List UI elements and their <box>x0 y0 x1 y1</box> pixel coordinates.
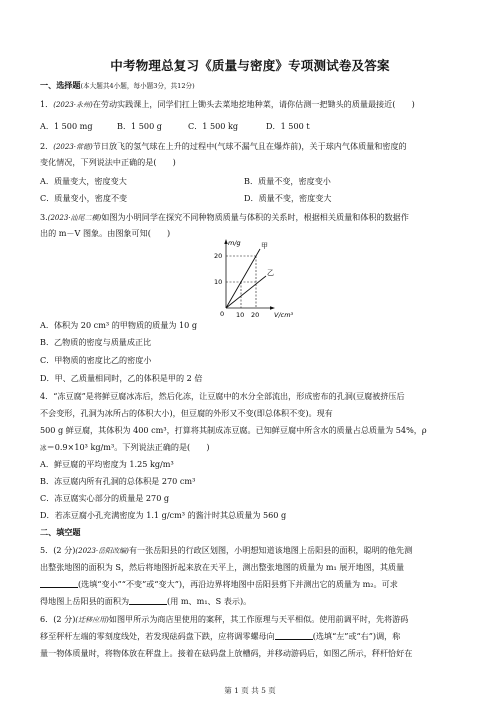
question-1-option-c: C．1 500 kg <box>188 121 239 131</box>
question-6-stem-line-1 <box>40 614 470 625</box>
question-5-stem-line-4 <box>40 596 470 606</box>
question-3-text-1: 如图为小明同学在探究不同种物质质量与体积的关系时，根据相关质量和体积的数据作 <box>101 212 409 222</box>
question-6-text-2b: (选填“左”或“右”)调，称 <box>312 631 401 641</box>
question-3-option-d: D．甲、乙质量相同时，乙的体积是甲的 2 倍 <box>40 373 203 383</box>
section-one-label: 一、选择题 <box>40 80 81 90</box>
x-axis-label: V/cm³ <box>274 311 294 319</box>
question-6-blank-1[interactable] <box>275 631 313 640</box>
section-one-header <box>40 80 470 91</box>
line-yi <box>226 276 266 308</box>
question-4-stem-line-4 <box>40 442 470 453</box>
question-3-option-a: A．体积为 20 cm³ 的甲物质的质量为 10 g <box>40 320 198 330</box>
question-6-source: (迁移应用) <box>75 616 109 624</box>
question-2-stem-line-1 <box>40 141 470 152</box>
question-5-text-3: (选填“变小”“不变”或“变大”)，再沿边界将地图中岳阳县剪下并测出它的质量为 m₂。可求 <box>78 579 398 589</box>
question-1-option-a: A．1 500 mg <box>40 121 93 131</box>
question-6-text-1: 如图甲所示为商店里使用的案秤，其工作原理与天平相似。使用前调平时，先将游码 <box>108 614 409 624</box>
document-title: 中考物理总复习《质量与密度》专项测试卷及答案 <box>110 58 390 73</box>
question-2-number: 2． <box>40 141 54 151</box>
question-2-option-b: B．质量不变，密度变小 <box>244 176 331 186</box>
question-4-option-d: D．若冻豆腐小孔充满密度为 1.1 g/cm³ 的酱汁时其总质量为 560 g <box>40 510 287 520</box>
question-6-number: 6． <box>40 614 54 624</box>
question-1-option-d: D．1 500 t <box>266 121 310 131</box>
question-2-option-c: C．质量变小，密度不变 <box>40 193 128 203</box>
question-4-number: 4． <box>40 391 54 401</box>
origin-label: 0 <box>220 310 225 318</box>
question-6-stem-line-2 <box>40 631 470 641</box>
line-yi-label: 乙 <box>267 269 274 277</box>
line-jia <box>226 249 260 308</box>
question-1-source: (2023·永州) <box>53 101 93 109</box>
question-3-option-c: C．甲物质的密度比乙的密度小 <box>40 355 152 365</box>
question-4-option-a: A．鲜豆腐的平均密度为 1.25 kg/m³ <box>40 459 174 469</box>
x-tick-20: 20 <box>251 311 260 319</box>
y-axis-label: m/g <box>228 239 241 247</box>
question-2-stem-line-2: 变化情况，下列说法中正确的是( ) <box>40 157 176 167</box>
question-5-blank-2[interactable] <box>129 596 167 605</box>
x-axis-arrow <box>270 306 275 309</box>
section-two-header <box>40 527 470 537</box>
question-3-stem-line-2: 出的 m－V 图象。由图象可知( ) <box>40 228 171 238</box>
question-6-stem-line-3: 量一物体质量时，将物体放在秤盘上。接着在砝码盘上放槽码，并移动游码后，如图乙所示，秤杆恰好在 <box>40 648 413 658</box>
page-footer: 第 1 页 共 5 页 <box>224 686 276 695</box>
question-1-number: 1． <box>40 99 54 109</box>
question-5-number: 5． <box>40 545 54 555</box>
question-4-text-4: ＝0.9×10³ kg/m³。下列说法正确的是( ) <box>46 442 210 452</box>
rho-subscript-ice: 冰 <box>40 444 47 452</box>
question-5-blank-1[interactable] <box>40 579 78 588</box>
question-2-option-a: A．质量变大，密度变大 <box>40 176 127 186</box>
question-3-source: (2023·汕尾二模) <box>47 214 102 222</box>
question-3-number: 3. <box>40 212 48 222</box>
question-5-score: (2 分) <box>53 545 76 555</box>
line-jia-label: 甲 <box>261 242 268 250</box>
y-tick-10: 10 <box>214 278 223 286</box>
question-5-stem-line-2: 出整张地图的面积为 S，然后将地图折起来放在天平上，测出整张地图的质量为 m₁ 展开地图，其质量 <box>40 562 405 572</box>
y-tick-20: 20 <box>214 252 223 260</box>
section-one-note: (本大题共4小题，每小题3分，共12分) <box>80 82 195 90</box>
question-4-option-c: C．冻豆腐实心部分的质量是 270 g <box>40 493 170 503</box>
question-1-text: 在劳动实践课上，同学们扛上锄头去菜地挖地种菜，请你估测一把锄头的质量最接近( ) <box>92 99 415 109</box>
question-2-option-d: D．质量不变，密度变大 <box>244 193 332 203</box>
mass-volume-graph <box>208 236 308 320</box>
question-4-stem-line-1 <box>40 391 470 401</box>
question-1-stem <box>40 99 470 110</box>
section-two-label: 二、填空题 <box>40 527 81 537</box>
question-6-score: (2 分) <box>53 614 76 624</box>
question-1-option-b: B．1 500 g <box>117 121 162 131</box>
question-4-text-1: “冻豆腐”是将鲜豆腐冰冻后，然后化冻，让豆腐中的水分全部流出，形成密布的孔洞(豆腐被挤压后 <box>53 391 405 401</box>
question-4-stem-line-2: 不会变形，孔洞为冰所占的体积大小)，但豆腐的外形又不变(即总体积不变)。现有 <box>40 408 333 418</box>
question-3-stem-line-1 <box>40 212 470 223</box>
x-tick-10: 10 <box>236 311 245 319</box>
question-3-option-b: B．乙物质的密度与质量成正比 <box>40 337 152 347</box>
question-5-text-4a: 得地图上岳阳县的面积为 <box>40 596 130 606</box>
question-6-text-2a: 移至秤杆左端的零刻度线处，若发现砝码盘下跌，应将调零螺母向 <box>40 631 275 641</box>
question-4-option-b: B．冻豆腐内所有孔洞的总体积是 270 cm³ <box>40 476 196 486</box>
question-5-stem-line-3 <box>40 579 470 589</box>
question-5-text-4b: (用 m、m₁、S 表示)。 <box>167 596 252 606</box>
question-5-source: (2023·岳阳改编) <box>75 547 129 555</box>
question-2-text-1: 节日放飞的氢气球在上升的过程中(气球不漏气且在爆炸前)，关于球内气体质量和密度的 <box>92 141 407 151</box>
question-2-source: (2023·常德) <box>53 143 93 151</box>
question-5-stem-line-1 <box>40 545 470 556</box>
question-5-text-1: 有一张岳阳县的行政区划图，小明想知道该地图上岳阳县的面积，聪明的他先测 <box>128 545 413 555</box>
question-4-stem-line-3: 500 g 鲜豆腐，其体积为 400 cm³，打算将其制成冻豆腐。已知鲜豆腐中所含水的质量占总质量为 54%，ρ <box>40 425 427 435</box>
